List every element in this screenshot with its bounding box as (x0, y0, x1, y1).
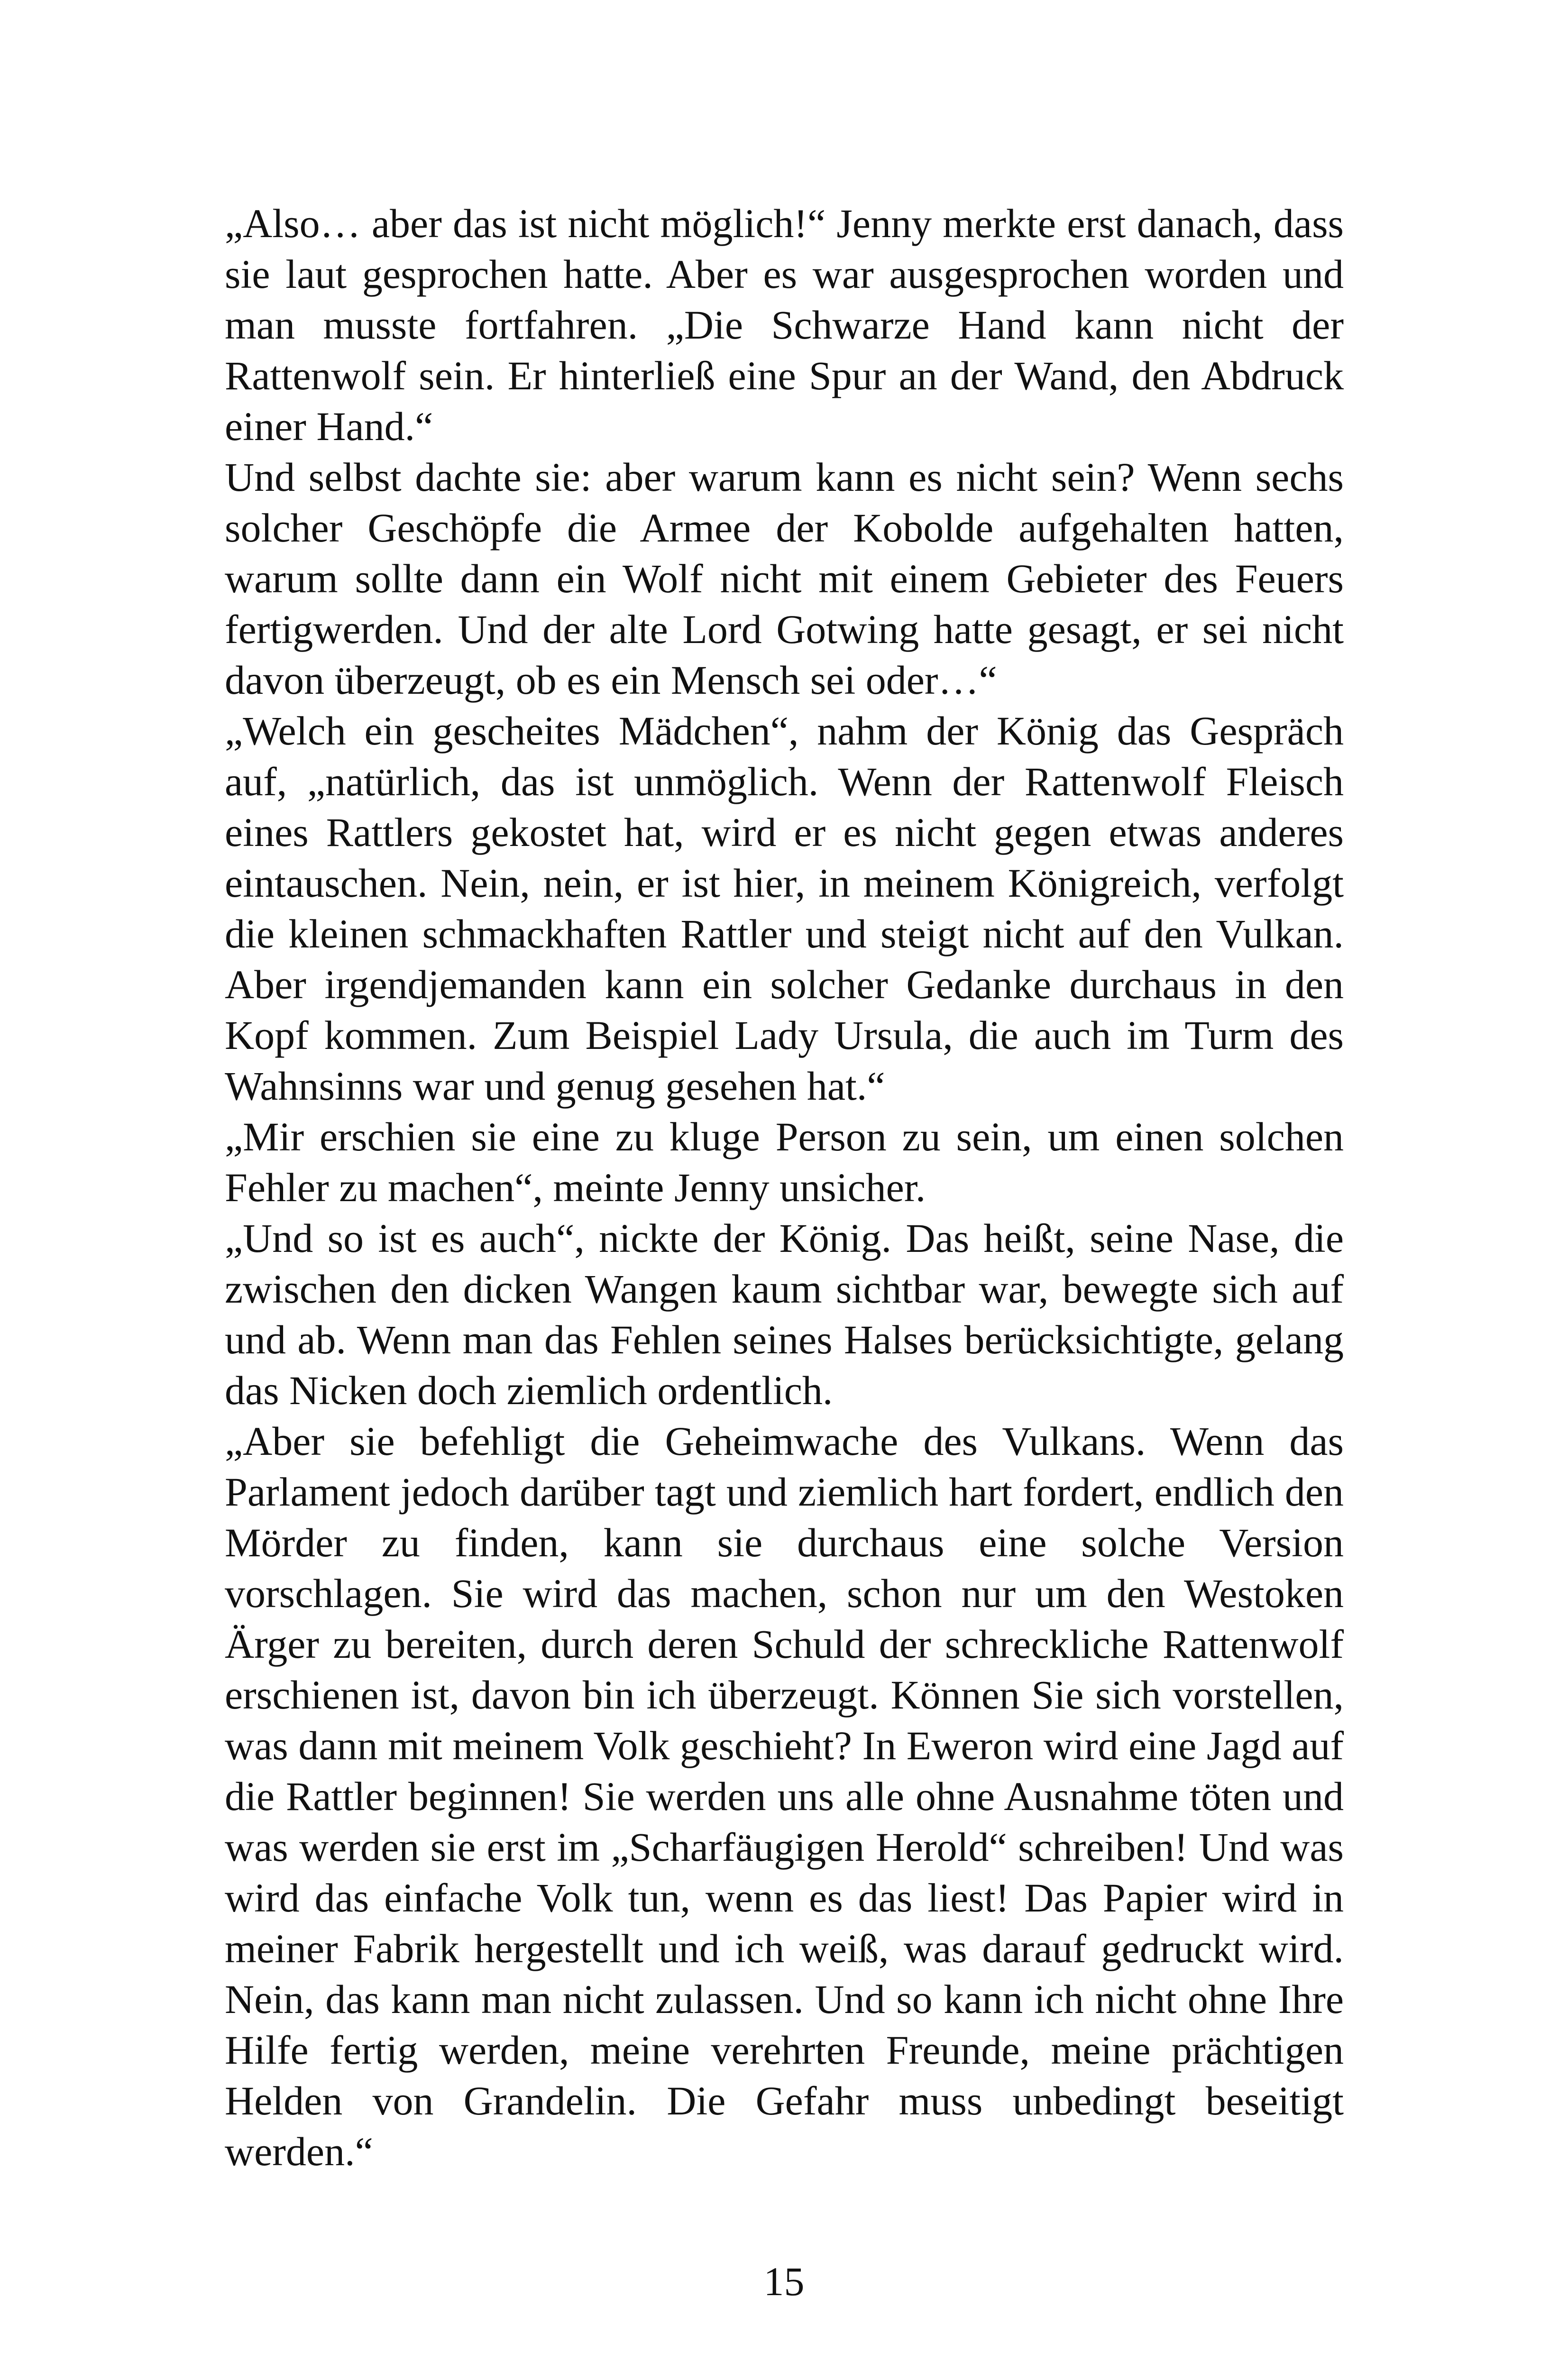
paragraph-2: Und selbst dachte sie: aber warum kann es nicht sein? Wenn sechs solcher Geschöpfe die Armee der Kobolde aufgehalten hatten, warum sollte dann ein Wolf nicht mit einem Gebieter des Feuers fertigwerden. Und der alte Lord Gotwing hatte gesagt, er sei nicht davon überzeugt, ob es ein Mensch sei oder…“ (225, 454, 1344, 703)
page-number: 15 (763, 2259, 805, 2304)
paragraph-6: „Aber sie befehligt die Geheimwache des Vulkans. Wenn das Parlament jedoch darüber tagt und ziemlich hart fordert, endlich den Mörder zu finden, kann sie durchaus eine solche Version vorschlagen. Sie wird das machen, schon nur um den Westoken Ärger zu bereiten, durch deren Schuld der schreckliche Rattenwolf erschienen ist, davon bin ich überzeugt. Können Sie sich vorstellen, was dann mit meinem Volk geschieht? In Eweron wird eine Jagd auf die Rattler beginnen! Sie werden uns alle ohne Ausnahme töten und was werden sie erst im „Scharfäugigen Herold“ schreiben! Und was wird das einfache Volk tun, wenn es das liest! Das Papier wird in meiner Fabrik hergestellt und ich weiß, was darauf gedruckt wird. Nein, das kann man nicht zulassen. Und so kann ich nicht ohne Ihre Hilfe fertig werden, meine verehrten Freunde, meine prächtigen Helden von Grandelin. Die Gefahr muss unbedingt beseitigt werden.“ (225, 1418, 1344, 2174)
paragraph-5: „Und so ist es auch“, nickte der König. Das heißt, seine Nase, die zwischen den dicken Wangen kaum sichtbar war, bewegte sich auf und ab. Wenn man das Fehlen seines Halses berücksichtigte, gelang das Nicken doch ziemlich ordentlich. (225, 1215, 1344, 1413)
paragraph-3: „Welch ein gescheites Mädchen“, nahm der König das Gespräch auf, „natürlich, das ist unmöglich. Wenn der Rattenwolf Fleisch eines Rattlers gekostet hat, wird er es nicht gegen etwas anderes eintauschen. Nein, nein, er ist hier, in meinem Königreich, verfolgt die kleinen schmackhaften Rattler und steigt nicht auf den Vulkan. Aber irgendjemanden kann ein solcher Gedanke durchaus in den Kopf kommen. Zum Beispiel Lady Ursula, die auch im Turm des Wahnsinns war und genug gesehen hat.“ (225, 708, 1344, 1109)
paragraph-1: „Also… aber das ist nicht möglich!“ Jenny merkte erst danach, dass sie laut gesprochen hatte. Aber es war ausgesprochen worden und man musste fortfahren. „Die Schwarze Hand kann nicht der Rattenwolf sein. Er hinterließ eine Spur an der Wand, den Abdruck einer Hand.“ (225, 201, 1344, 449)
body-text (225, 198, 1344, 2177)
paragraph-4: „Mir erschien sie eine zu kluge Person zu sein, um einen solchen Fehler zu machen“, meinte Jenny unsicher. (225, 1114, 1344, 1210)
